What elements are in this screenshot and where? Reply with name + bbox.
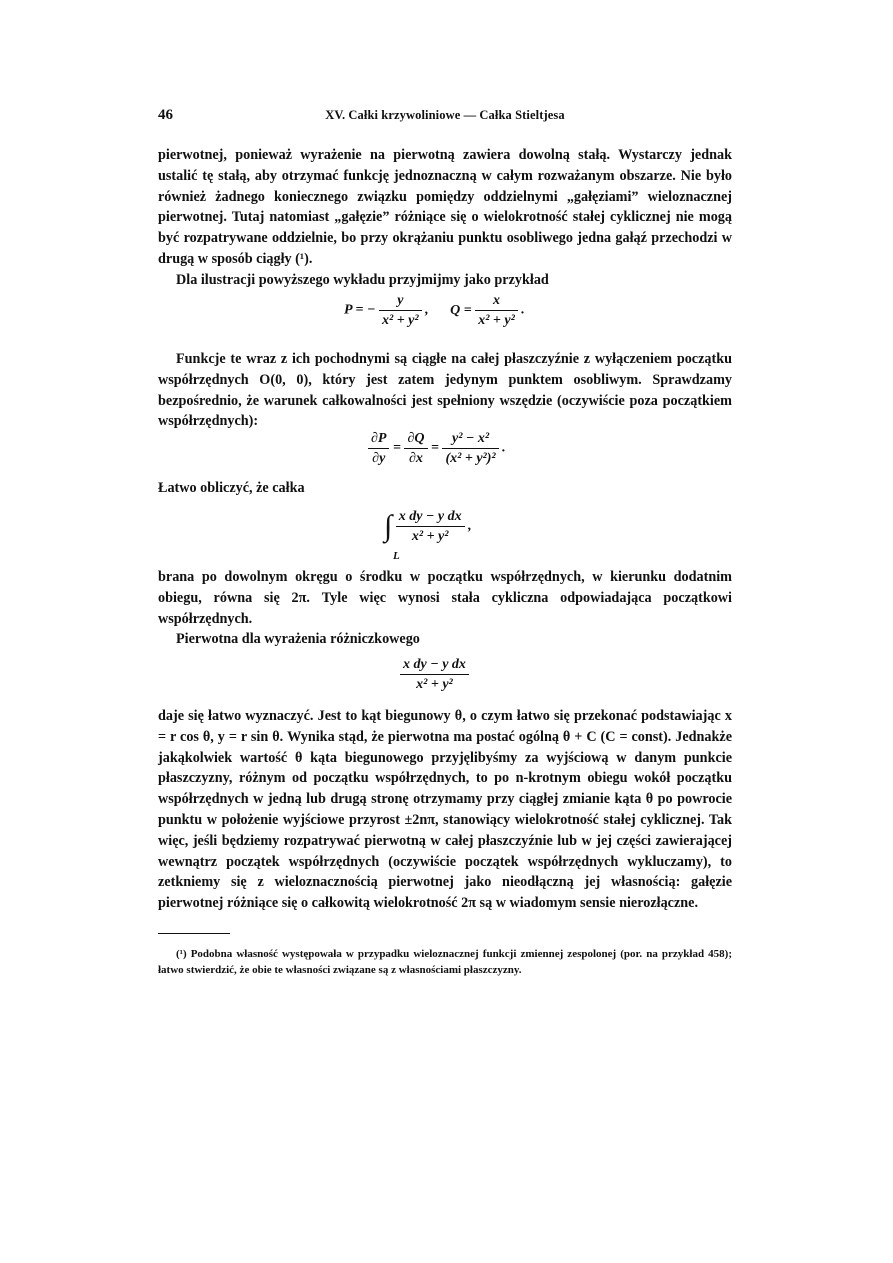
fraction-result-numerator: y² − x² <box>442 430 498 449</box>
formula-2-end: . <box>502 440 506 456</box>
page-header <box>158 107 732 129</box>
paragraph-5-text: brana po dowolnym okręgu o środku w początku współrzędnych, w kierunku dodatnim obiegu, równa się 2π. Tyle więc wynosi stała cykliczna odpowiadająca początkowi współrzędnych. <box>158 569 732 627</box>
fraction-p-denominator: x² + y² <box>382 313 419 328</box>
paragraph-2-text: Dla ilustracji powyższego wykładu przyjmijmy jako przykład <box>176 271 549 288</box>
formula-separator: , <box>425 302 429 318</box>
integral-fraction <box>396 508 465 545</box>
integral-numerator: x dy − y dx <box>396 508 465 527</box>
fraction-result <box>442 430 498 467</box>
differential-denominator: x² + y² <box>416 677 453 692</box>
paragraph-4-text: Łatwo obliczyć, że całka <box>158 480 305 496</box>
fraction-q-denominator: x² + y² <box>478 313 515 328</box>
fraction-dp: ∂P <box>368 430 389 449</box>
fraction-result-denominator: (x² + y²)² <box>445 451 496 466</box>
fraction-dq: ∂Q <box>404 430 427 449</box>
running-head: XV. Całki krzywoliniowe — Całka Stieltjesa <box>325 108 565 122</box>
footnote-text: (¹) Podobna własność występowała w przypadku wieloznacznej funkcji zmiennej zespolonej (por. na przykład 458); łatwo stwierdzić, że obie te własności związane są z własnościami płaszczyzny. <box>158 948 732 976</box>
fraction-p <box>379 292 422 329</box>
fraction-q <box>475 292 518 329</box>
formula-integral <box>384 508 472 562</box>
formula-differential <box>400 656 469 693</box>
formula-p-lhs: P = − <box>344 302 376 318</box>
fraction-dq-dx <box>404 430 427 467</box>
paragraph-1-text: pierwotnej, ponieważ wyrażenie na pierwotną zawiera dowolną stałą. Wystarczy jednak ustalić tę stałą, aby otrzymać funkcję jednoznaczną w całym rozważanym obszarze. Nie było również żadnego koniecznego związku pomiędzy oddzielnymi „gałęziami” wieloznacznej pierwotnej. Tutaj natomiast „gałęzie” różniące się o wielokrotność stałej cyklicznej nie mogą być rozpatrywane oddzielnie, bo przy okrążaniu punktu osobliwego jedna gałąź przechodzi w drugą w sposób ciągły (¹). <box>158 147 732 267</box>
paragraph-7-text: daje się łatwo wyznaczyć. Jest to kąt biegunowy θ, o czym łatwo się przekonać podstawiając x = r cos θ, y = r sin θ. Wynika stąd, że pierwotna ma postać ogólną θ + C (C = const). Jednakże jakąkolwiek wartość θ kąta biegunowego przyjęlibyśmy za wyjściową w danym punkcie płaszczyzny, różnym od początku współrzędnych, to po n-krotnym obiegu wokół początku współrzędnych w jedną lub drugą stronę otrzymamy przy ciągłej zmianie kąta θ po powrocie punktu w położenie wyjściowe przyrost ±2nπ, stanowiący wielokrotność stałej cyklicznej. Tak więc, jeśli będziemy rozpatrywać pierwotną w całej płaszczyźnie lub w jej części zawierającej wewnątrz początek współrzędnych (oczywiście początek współrzędnych wykluczamy), to zetkniemy się z wieloznacznością pierwotnej jako nieodłączną jej własnością: gałęzie pierwotnej różniące się o całkowitą wielokrotność 2π są w wiadomym sensie nierozłączne. <box>158 708 732 912</box>
fraction-dx: ∂x <box>409 451 423 466</box>
differential-numerator: x dy − y dx <box>400 656 469 675</box>
paragraph-6-text: Pierwotna dla wyrażenia różniczkowego <box>176 631 420 648</box>
footnote <box>158 946 732 978</box>
paragraph-4 <box>158 478 732 499</box>
fraction-dp-dy <box>368 430 389 467</box>
paragraph-1 <box>158 145 732 291</box>
differential-fraction <box>400 656 469 693</box>
integral-end: , <box>468 518 472 534</box>
paragraph-3 <box>158 349 732 432</box>
formula-end: . <box>521 302 525 318</box>
formula-integrability-condition <box>368 430 506 467</box>
formula-p-q <box>344 292 525 329</box>
integral-sign: ∫ <box>384 509 393 543</box>
formula-q-lhs: Q = <box>450 302 472 318</box>
integral-denominator: x² + y² <box>411 529 449 544</box>
fraction-q-numerator: x <box>475 292 518 311</box>
paragraph-5 <box>158 567 732 650</box>
page-number: 46 <box>158 107 173 123</box>
fraction-dy: ∂y <box>372 451 386 466</box>
integral-contour-label: L <box>393 550 400 562</box>
fraction-p-numerator: y <box>379 292 422 311</box>
paragraph-3-text: Funkcje te wraz z ich pochodnymi są ciągłe na całej płaszczyźnie z wyłączeniem początku współrzędnych O(0, 0), który jest zatem jedynym punktem osobliwym. Sprawdzamy bezpośrednio, że warunek całkowalności jest spełniony wszędzie (oczywiście poza początkiem współrzędnych): <box>158 351 732 430</box>
paragraph-7 <box>158 706 732 914</box>
equals-2: = <box>431 440 439 456</box>
equals-1: = <box>392 440 401 456</box>
footnote-divider <box>158 933 230 934</box>
